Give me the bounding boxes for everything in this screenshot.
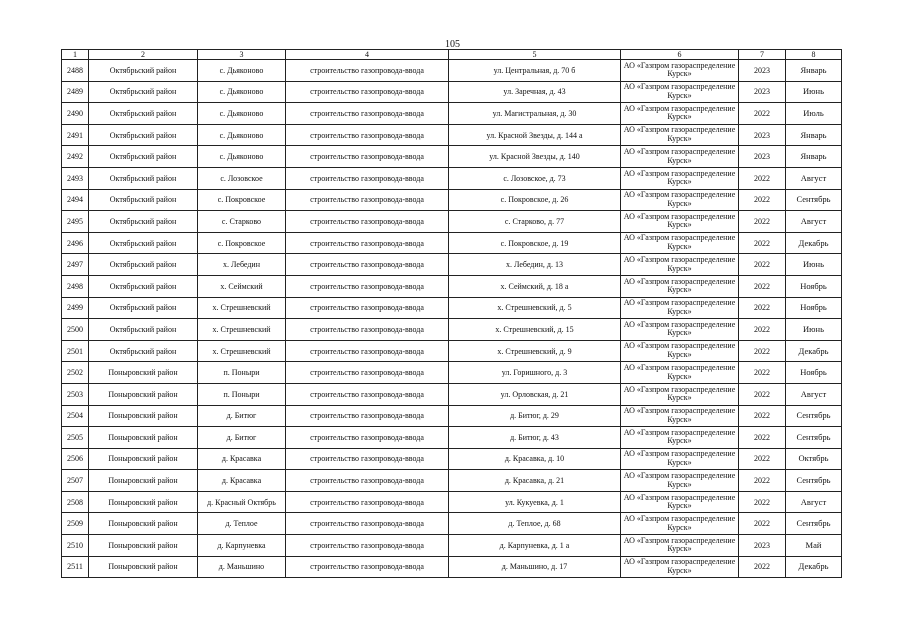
settlement-cell: с. Дьяконово [198,81,286,103]
month-cell: Август [786,167,842,189]
district-cell: Поныровский район [89,362,198,384]
row-number-cell: 2508 [62,491,89,513]
column-header-8: 8 [786,50,842,60]
district-cell: Поныровский район [89,470,198,492]
month-cell: Январь [786,124,842,146]
table-row [62,448,842,470]
settlement-cell: д. Красавка [198,470,286,492]
organization-cell: АО «Газпром газораспределение Курск» [621,340,739,362]
organization-cell: АО «Газпром газораспределение Курск» [621,362,739,384]
table-row [62,535,842,557]
district-cell: Октябрьский район [89,254,198,276]
work-type-cell: строительство газопровода-ввода [286,319,449,341]
table-row [62,405,842,427]
row-number-cell: 2506 [62,448,89,470]
district-cell: Поныровский район [89,535,198,557]
district-cell: Поныровский район [89,556,198,578]
settlement-cell: х. Сеймский [198,275,286,297]
settlement-cell: д. Битюг [198,405,286,427]
organization-cell: АО «Газпром газораспределение Курск» [621,189,739,211]
row-number-cell: 2502 [62,362,89,384]
table-row [62,383,842,405]
column-header-7: 7 [739,50,786,60]
organization-cell: АО «Газпром газораспределение Курск» [621,427,739,449]
table-row [62,60,842,82]
settlement-cell: с. Дьяконово [198,146,286,168]
row-number-cell: 2500 [62,319,89,341]
work-type-cell: строительство газопровода-ввода [286,513,449,535]
settlement-cell: х. Стрешневский [198,297,286,319]
month-cell: Декабрь [786,232,842,254]
work-type-cell: строительство газопровода-ввода [286,146,449,168]
row-number-cell: 2507 [62,470,89,492]
month-cell: Сентябрь [786,513,842,535]
work-type-cell: строительство газопровода-ввода [286,383,449,405]
year-cell: 2022 [739,405,786,427]
month-cell: Январь [786,60,842,82]
month-cell: Декабрь [786,340,842,362]
work-type-cell: строительство газопровода-ввода [286,362,449,384]
work-type-cell: строительство газопровода-ввода [286,275,449,297]
district-cell: Октябрьский район [89,232,198,254]
year-cell: 2022 [739,513,786,535]
address-cell: ул. Красной Звезды, д. 140 [449,146,621,168]
table-body [62,60,842,578]
district-cell: Октябрьский район [89,60,198,82]
month-cell: Ноябрь [786,362,842,384]
work-type-cell: строительство газопровода-ввода [286,405,449,427]
table-row [62,427,842,449]
row-number-cell: 2490 [62,103,89,125]
organization-cell: АО «Газпром газораспределение Курск» [621,535,739,557]
work-type-cell: строительство газопровода-ввода [286,211,449,233]
district-cell: Октябрьский район [89,146,198,168]
work-type-cell: строительство газопровода-ввода [286,297,449,319]
settlement-cell: д. Теплое [198,513,286,535]
year-cell: 2022 [739,211,786,233]
year-cell: 2022 [739,103,786,125]
column-header-4: 4 [286,50,449,60]
address-cell: х. Стрешневский, д. 5 [449,297,621,319]
district-cell: Октябрьский район [89,319,198,341]
row-number-cell: 2491 [62,124,89,146]
month-cell: Ноябрь [786,297,842,319]
month-cell: Июнь [786,319,842,341]
organization-cell: АО «Газпром газораспределение Курск» [621,254,739,276]
address-cell: ул. Горишного, д. 3 [449,362,621,384]
settlement-cell: х. Стрешневский [198,319,286,341]
settlement-cell: с. Дьяконово [198,124,286,146]
district-cell: Поныровский район [89,405,198,427]
address-cell: ул. Заречная, д. 43 [449,81,621,103]
page-number: 105 [445,39,460,50]
settlement-cell: п. Поныри [198,362,286,384]
month-cell: Май [786,535,842,557]
year-cell: 2023 [739,124,786,146]
address-cell: с. Покровское, д. 26 [449,189,621,211]
organization-cell: АО «Газпром газораспределение Курск» [621,81,739,103]
month-cell: Сентябрь [786,427,842,449]
district-cell: Октябрьский район [89,297,198,319]
column-header-1: 1 [62,50,89,60]
month-cell: Декабрь [786,556,842,578]
work-type-cell: строительство газопровода-ввода [286,427,449,449]
address-cell: с. Лозовское, д. 73 [449,167,621,189]
organization-cell: АО «Газпром газораспределение Курск» [621,146,739,168]
work-type-cell: строительство газопровода-ввода [286,167,449,189]
address-cell: ул. Кукуевка, д. 1 [449,491,621,513]
organization-cell: АО «Газпром газораспределение Курск» [621,556,739,578]
month-cell: Сентябрь [786,405,842,427]
district-cell: Октябрьский район [89,275,198,297]
organization-cell: АО «Газпром газораспределение Курск» [621,297,739,319]
column-header-3: 3 [198,50,286,60]
work-type-cell: строительство газопровода-ввода [286,124,449,146]
work-type-cell: строительство газопровода-ввода [286,103,449,125]
table-row [62,340,842,362]
table-row [62,146,842,168]
organization-cell: АО «Газпром газораспределение Курск» [621,491,739,513]
table-row [62,254,842,276]
settlement-cell: с. Покровское [198,232,286,254]
row-number-cell: 2489 [62,81,89,103]
table-row [62,167,842,189]
year-cell: 2023 [739,146,786,168]
row-number-cell: 2498 [62,275,89,297]
year-cell: 2022 [739,556,786,578]
table-row [62,513,842,535]
year-cell: 2023 [739,60,786,82]
year-cell: 2022 [739,383,786,405]
address-cell: х. Стрешневский, д. 9 [449,340,621,362]
table-row [62,211,842,233]
row-number-cell: 2501 [62,340,89,362]
year-cell: 2022 [739,470,786,492]
year-cell: 2022 [739,427,786,449]
table-row [62,297,842,319]
address-cell: д. Битюг, д. 29 [449,405,621,427]
table-row [62,556,842,578]
work-type-cell: строительство газопровода-ввода [286,189,449,211]
table-row [62,470,842,492]
settlement-cell: д. Красавка [198,448,286,470]
organization-cell: АО «Газпром газораспределение Курск» [621,513,739,535]
table-row [62,103,842,125]
column-header-5: 5 [449,50,621,60]
settlement-cell: с. Покровское [198,189,286,211]
address-cell: д. Битюг, д. 43 [449,427,621,449]
month-cell: Январь [786,146,842,168]
work-type-cell: строительство газопровода-ввода [286,254,449,276]
organization-cell: АО «Газпром газораспределение Курск» [621,383,739,405]
header-row [62,50,842,60]
row-number-cell: 2488 [62,60,89,82]
row-number-cell: 2510 [62,535,89,557]
district-cell: Октябрьский район [89,124,198,146]
table-row [62,362,842,384]
address-cell: с. Старково, д. 77 [449,211,621,233]
organization-cell: АО «Газпром газораспределение Курск» [621,124,739,146]
work-type-cell: строительство газопровода-ввода [286,81,449,103]
row-number-cell: 2499 [62,297,89,319]
district-cell: Октябрьский район [89,167,198,189]
settlement-cell: д. Красный Октябрь [198,491,286,513]
organization-cell: АО «Газпром газораспределение Курск» [621,470,739,492]
organization-cell: АО «Газпром газораспределение Курск» [621,275,739,297]
settlement-cell: с. Дьяконово [198,103,286,125]
organization-cell: АО «Газпром газораспределение Курск» [621,405,739,427]
row-number-cell: 2497 [62,254,89,276]
work-type-cell: строительство газопровода-ввода [286,470,449,492]
organization-cell: АО «Газпром газораспределение Курск» [621,167,739,189]
work-type-cell: строительство газопровода-ввода [286,232,449,254]
year-cell: 2022 [739,491,786,513]
work-type-cell: строительство газопровода-ввода [286,535,449,557]
address-cell: ул. Орловская, д. 21 [449,383,621,405]
district-cell: Поныровский район [89,513,198,535]
month-cell: Июнь [786,81,842,103]
row-number-cell: 2511 [62,556,89,578]
table-row [62,189,842,211]
district-cell: Октябрьский район [89,211,198,233]
row-number-cell: 2505 [62,427,89,449]
year-cell: 2022 [739,448,786,470]
settlement-cell: х. Стрешневский [198,340,286,362]
address-cell: с. Покровское, д. 19 [449,232,621,254]
settlement-cell: д. Карпуневка [198,535,286,557]
column-header-2: 2 [89,50,198,60]
row-number-cell: 2504 [62,405,89,427]
table-row [62,319,842,341]
year-cell: 2022 [739,189,786,211]
address-cell: д. Красавка, д. 21 [449,470,621,492]
address-cell: д. Красавка, д. 10 [449,448,621,470]
settlement-cell: с. Старково [198,211,286,233]
month-cell: Август [786,491,842,513]
table-row [62,275,842,297]
work-type-cell: строительство газопровода-ввода [286,340,449,362]
settlement-cell: с. Лозовское [198,167,286,189]
address-cell: д. Теплое, д. 68 [449,513,621,535]
year-cell: 2022 [739,232,786,254]
year-cell: 2023 [739,81,786,103]
settlement-cell: п. Поныри [198,383,286,405]
year-cell: 2022 [739,297,786,319]
work-type-cell: строительство газопровода-ввода [286,60,449,82]
row-number-cell: 2493 [62,167,89,189]
work-type-cell: строительство газопровода-ввода [286,556,449,578]
district-cell: Поныровский район [89,427,198,449]
settlement-cell: д. Маньшино [198,556,286,578]
row-number-cell: 2509 [62,513,89,535]
settlement-cell: с. Дьяконово [198,60,286,82]
organization-cell: АО «Газпром газораспределение Курск» [621,319,739,341]
address-cell: х. Сеймский, д. 18 а [449,275,621,297]
address-cell: ул. Магистральная, д. 30 [449,103,621,125]
address-cell: ул. Центральная, д. 70 б [449,60,621,82]
column-header-6: 6 [621,50,739,60]
settlement-cell: х. Лебедин [198,254,286,276]
address-cell: д. Маньшино, д. 17 [449,556,621,578]
table-row [62,232,842,254]
address-cell: д. Карпуневка, д. 1 а [449,535,621,557]
organization-cell: АО «Газпром газораспределение Курск» [621,232,739,254]
month-cell: Июнь [786,254,842,276]
row-number-cell: 2495 [62,211,89,233]
year-cell: 2022 [739,275,786,297]
organization-cell: АО «Газпром газораспределение Курск» [621,448,739,470]
district-cell: Поныровский район [89,448,198,470]
organization-cell: АО «Газпром газораспределение Курск» [621,211,739,233]
work-type-cell: строительство газопровода-ввода [286,448,449,470]
row-number-cell: 2503 [62,383,89,405]
month-cell: Октябрь [786,448,842,470]
year-cell: 2023 [739,535,786,557]
gas-pipeline-table [61,49,842,578]
district-cell: Октябрьский район [89,81,198,103]
month-cell: Ноябрь [786,275,842,297]
district-cell: Октябрьский район [89,189,198,211]
organization-cell: АО «Газпром газораспределение Курск» [621,60,739,82]
organization-cell: АО «Газпром газораспределение Курск» [621,103,739,125]
row-number-cell: 2492 [62,146,89,168]
address-cell: ул. Красной Звезды, д. 144 а [449,124,621,146]
year-cell: 2022 [739,167,786,189]
row-number-cell: 2494 [62,189,89,211]
year-cell: 2022 [739,254,786,276]
settlement-cell: д. Битюг [198,427,286,449]
district-cell: Поныровский район [89,491,198,513]
month-cell: Июль [786,103,842,125]
address-cell: х. Стрешневский, д. 15 [449,319,621,341]
table-row [62,124,842,146]
month-cell: Август [786,211,842,233]
month-cell: Сентябрь [786,189,842,211]
month-cell: Сентябрь [786,470,842,492]
table-row [62,491,842,513]
table-header [62,50,842,60]
district-cell: Октябрьский район [89,340,198,362]
district-cell: Поныровский район [89,383,198,405]
work-type-cell: строительство газопровода-ввода [286,491,449,513]
district-cell: Октябрьский район [89,103,198,125]
address-cell: х. Лебедин, д. 13 [449,254,621,276]
month-cell: Август [786,383,842,405]
table-row [62,81,842,103]
year-cell: 2022 [739,362,786,384]
year-cell: 2022 [739,319,786,341]
year-cell: 2022 [739,340,786,362]
row-number-cell: 2496 [62,232,89,254]
